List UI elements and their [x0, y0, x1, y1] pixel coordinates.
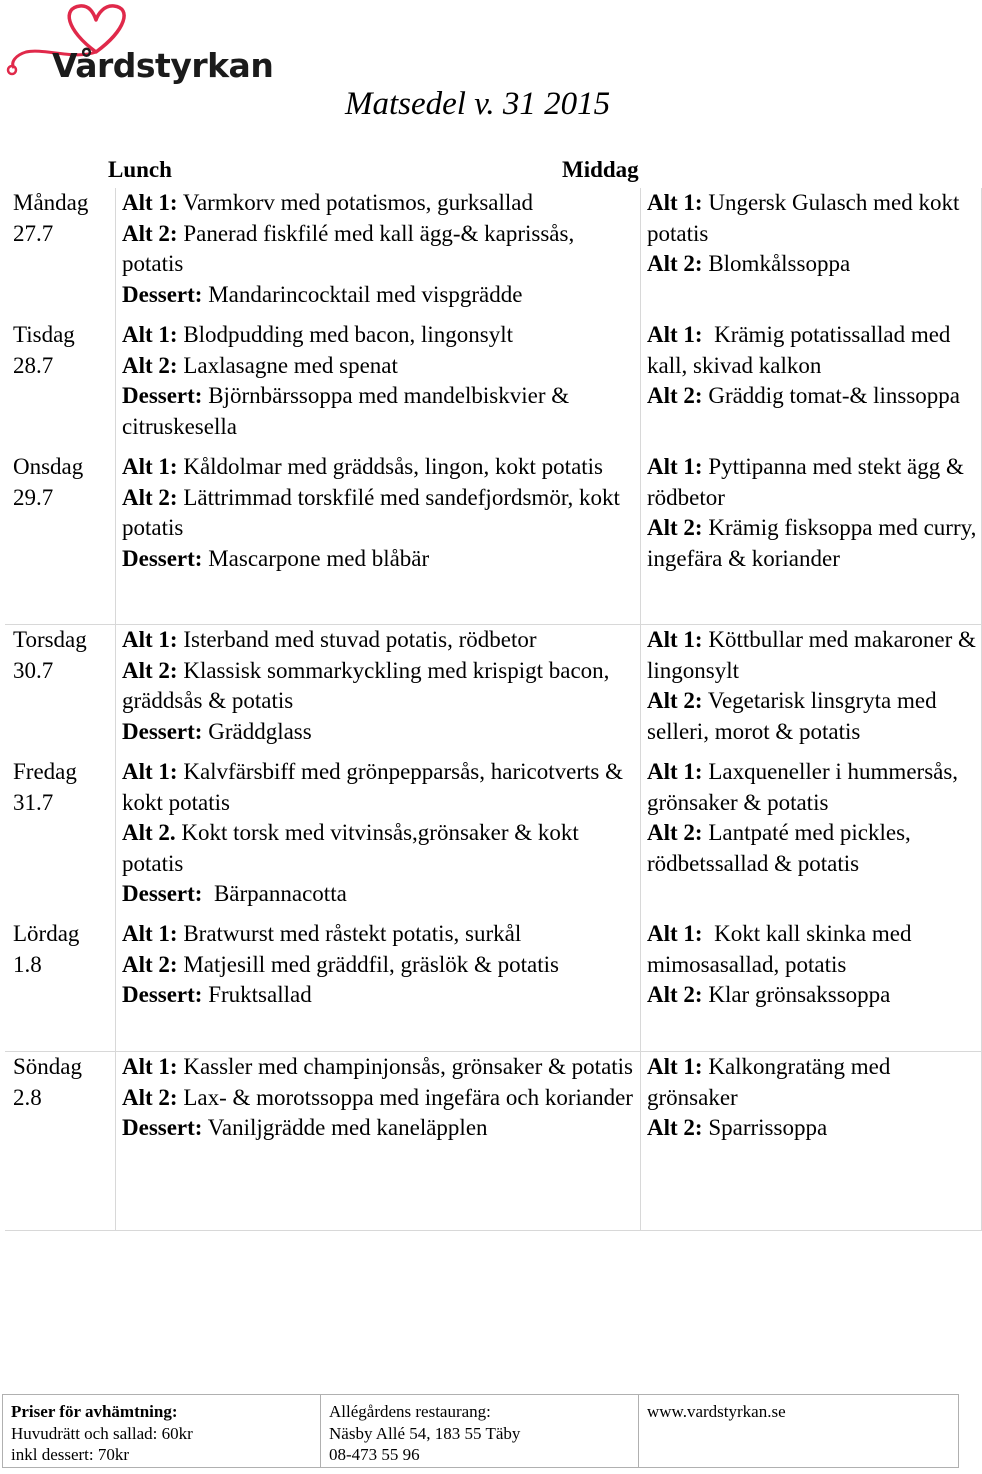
dish-label: Alt 1:: [122, 454, 178, 479]
dish-text: Krämig potatissallad med kall, skivad kalkon: [647, 322, 957, 378]
day-row: [5, 188, 982, 320]
dish-text: Lättrimmad torskfilé med sandefjordsmör, kokt potatis: [122, 484, 626, 540]
day-cell: [5, 452, 116, 625]
middag-dish: [647, 188, 981, 249]
dish-label: Alt 2:: [647, 251, 703, 276]
prices-heading: Priser för avhämtning:: [11, 1402, 178, 1421]
dish-label: Alt 1:: [122, 1054, 178, 1079]
middag-cell: [641, 188, 982, 320]
day-cell: [5, 188, 116, 320]
middag-dish: [647, 757, 981, 818]
dish-text: Kåldolmar med gräddsås, lingon, kokt potatis: [177, 454, 604, 479]
lunch-dish: [122, 544, 640, 575]
day-date: 31.7: [13, 789, 54, 815]
dish-label: Dessert:: [122, 281, 203, 307]
middag-dish: [647, 818, 981, 879]
dish-text: Blomkålssoppa: [702, 251, 851, 276]
dish-text: Bratwurst med råstekt potatis, surkål: [177, 921, 522, 946]
dish-text: Blodpudding med bacon, lingonsylt: [177, 322, 513, 347]
dish-label: Alt 1:: [647, 322, 703, 347]
dish-text: Panerad fiskfilé med kall ägg-& kaprissås, potatis: [122, 220, 580, 276]
lunch-header: Lunch: [108, 157, 172, 182]
lunch-dish: [122, 818, 640, 879]
dish-label: Alt 1:: [122, 627, 178, 652]
dish-label: Dessert:: [122, 718, 203, 744]
dish-label: Dessert:: [122, 383, 203, 408]
middag-dish: [647, 513, 981, 574]
lunch-dish: [122, 919, 640, 950]
lunch-cell: [116, 757, 641, 919]
dish-text: Vaniljgrädde med kaneläpplen: [202, 1115, 488, 1140]
dish-label: Alt 2:: [647, 688, 703, 713]
dish-label: Alt 1:: [647, 759, 703, 784]
dish-text: Klar grönsakssoppa: [702, 982, 891, 1007]
lunch-dish: [122, 452, 640, 483]
dish-text: Köttbullar med makaroner & lingonsylt: [647, 627, 982, 683]
dish-text: Gräddglass: [202, 718, 312, 744]
footer-prices: [3, 1395, 321, 1467]
lunch-cell: [116, 320, 641, 452]
lunch-cell: [116, 919, 641, 1052]
day-name: Måndag: [13, 190, 89, 215]
day-name: Tisdag: [13, 322, 75, 347]
lunch-dish: [122, 1083, 640, 1114]
day-date: 28.7: [13, 352, 54, 378]
middag-dish: [647, 452, 981, 513]
lunch-dish: [122, 717, 640, 748]
lunch-dish: [122, 280, 640, 311]
lunch-dish: [122, 950, 640, 981]
middag-dish: [647, 980, 981, 1011]
dish-text: Laxqueneller i hummersås, grönsaker & potatis: [647, 759, 964, 815]
dish-label: Alt 1:: [122, 190, 178, 215]
day-row: [5, 919, 982, 1052]
day-cell: [5, 625, 116, 758]
middag-dish: [647, 1052, 981, 1113]
dish-text: Varmkorv med potatismos, gurksallad: [177, 190, 533, 215]
dish-label: Alt 2:: [122, 220, 178, 246]
day-date: 2.8: [13, 1084, 42, 1110]
lunch-dish: [122, 188, 640, 219]
middag-dish: [647, 1113, 981, 1144]
middag-cell: [641, 625, 982, 758]
middag-dish: [647, 249, 981, 280]
day-row: [5, 320, 982, 452]
restaurant-phone: 08-473 55 96: [329, 1445, 420, 1464]
restaurant-heading: Allégårdens restaurang:: [329, 1402, 491, 1421]
dish-label: Alt 2:: [122, 657, 178, 683]
middag-cell: [641, 919, 982, 1052]
dish-text: Björnbärssoppa med mandelbiskvier & citruskesella: [122, 383, 575, 439]
dish-text: Klassisk sommarkyckling med krispigt bacon, gräddsås & potatis: [122, 657, 616, 713]
dish-label: Alt 1:: [122, 921, 178, 946]
dish-text: Kalkongratäng med grönsaker: [647, 1054, 897, 1110]
dish-text: Pyttipanna med stekt ägg & rödbetor: [647, 454, 970, 510]
dish-label: Alt 1:: [122, 759, 178, 784]
day-row: [5, 452, 982, 625]
lunch-dish: [122, 625, 640, 656]
day-cell: [5, 757, 116, 919]
menu-table: [5, 188, 982, 1231]
lunch-cell: [116, 452, 641, 625]
dish-text: Ungersk Gulasch med kokt potatis: [647, 190, 966, 246]
lunch-dish: [122, 757, 640, 818]
middag-dish: [647, 919, 981, 980]
dish-label: Alt 1:: [647, 454, 703, 479]
dish-text: Kokt torsk med vitvinsås,grönsaker & kokt potatis: [122, 820, 585, 876]
dish-label: Alt 2:: [122, 484, 178, 510]
day-date: 30.7: [13, 657, 54, 683]
lunch-dish: [122, 879, 640, 910]
dish-label: Alt 1:: [647, 627, 703, 652]
middag-dish: [647, 625, 981, 686]
dish-text: Kassler med champinjonsås, grönsaker & potatis: [177, 1054, 634, 1079]
middag-dish: [647, 686, 981, 747]
dish-text: Kokt kall skinka med mimosasallad, potatis: [647, 921, 918, 977]
footer-website: [639, 1395, 958, 1467]
day-date: 29.7: [13, 484, 54, 510]
brand-name: Vårdstyrkan: [52, 46, 274, 85]
dish-text: Vegetarisk linsgryta med selleri, morot & potatis: [647, 688, 943, 744]
dish-text: Gräddig tomat-& linssoppa: [702, 383, 961, 408]
day-cell: [5, 919, 116, 1052]
day-cell: [5, 1052, 116, 1231]
day-date: 27.7: [13, 220, 54, 246]
lunch-dish: [122, 1113, 640, 1144]
lunch-cell: [116, 625, 641, 758]
dish-label: Dessert:: [122, 545, 203, 571]
website-link[interactable]: www.vardstyrkan.se: [647, 1402, 786, 1421]
restaurant-address: Näsby Allé 54, 183 55 Täby: [329, 1423, 521, 1443]
dish-label: Dessert:: [122, 982, 203, 1007]
middag-cell: [641, 320, 982, 452]
dish-label: Alt 1:: [647, 190, 703, 215]
dish-text: Mascarpone med blåbär: [202, 545, 430, 571]
dish-label: Dessert:: [122, 881, 203, 906]
day-name: Onsdag: [13, 454, 84, 479]
dish-text: Bärpannacotta: [202, 881, 347, 906]
footer-restaurant: [321, 1395, 639, 1467]
day-name: Söndag: [13, 1054, 82, 1079]
dish-label: Alt 2:: [647, 820, 703, 845]
dish-text: Sparrissoppa: [702, 1115, 828, 1140]
day-date: 1.8: [13, 951, 42, 977]
dish-text: Fruktsallad: [202, 982, 312, 1007]
page-title: Matsedel v. 31 2015: [345, 86, 611, 122]
prices-line: Huvudrätt och sallad: 60kr: [11, 1423, 193, 1443]
dish-label: Alt 1:: [647, 1054, 703, 1079]
dish-label: Alt 2:: [122, 1084, 178, 1110]
middag-cell: [641, 452, 982, 625]
dish-label: Alt 2:: [647, 383, 703, 408]
lunch-cell: [116, 188, 641, 320]
dish-text: Kalvfärsbiff med grönpepparsås, haricotverts & kokt potatis: [122, 759, 629, 815]
middag-dish: [647, 381, 981, 412]
dish-label: Dessert:: [122, 1115, 203, 1140]
footer: [2, 1394, 959, 1468]
lunch-dish: [122, 351, 640, 382]
dish-text: Laxlasagne med spenat: [177, 352, 398, 378]
day-name: Fredag: [13, 759, 77, 784]
lunch-dish: [122, 1052, 640, 1083]
middag-header: Middag: [562, 157, 639, 182]
lunch-dish: [122, 320, 640, 351]
dish-text: Krämig fisksoppa med curry, ingefära & koriander: [647, 515, 982, 571]
dish-label: Alt 2.: [122, 820, 176, 845]
dish-label: Alt 2:: [122, 951, 178, 977]
middag-dish: [647, 320, 981, 381]
dish-text: Mandarincocktail med vispgrädde: [202, 281, 523, 307]
day-row: [5, 1052, 982, 1231]
middag-cell: [641, 757, 982, 919]
dish-text: Isterband med stuvad potatis, rödbetor: [177, 627, 537, 652]
day-name: Torsdag: [13, 627, 87, 652]
dish-label: Alt 1:: [647, 921, 703, 946]
lunch-cell: [116, 1052, 641, 1231]
day-cell: [5, 320, 116, 452]
dish-label: Alt 2:: [122, 352, 178, 378]
vardstyrkan-logo: [4, 0, 304, 90]
dish-label: Alt 2:: [647, 515, 703, 540]
lunch-dish: [122, 483, 640, 544]
lunch-dish: [122, 381, 640, 442]
middag-cell: [641, 1052, 982, 1231]
lunch-dish: [122, 980, 640, 1011]
prices-line: inkl dessert: 70kr: [11, 1445, 130, 1464]
lunch-dish: [122, 656, 640, 717]
day-row: [5, 757, 982, 919]
dish-text: Matjesill med gräddfil, gräslök & potatis: [177, 951, 559, 977]
day-row: [5, 625, 982, 758]
dish-label: Alt 2:: [647, 1115, 703, 1140]
day-name: Lördag: [13, 921, 80, 946]
lunch-dish: [122, 219, 640, 280]
dish-label: Alt 2:: [647, 982, 703, 1007]
dish-text: Lax- & morotssoppa med ingefära och koriander: [177, 1084, 633, 1110]
dish-label: Alt 1:: [122, 322, 178, 347]
dish-text: Lantpaté med pickles, rödbetssallad & potatis: [647, 820, 917, 876]
